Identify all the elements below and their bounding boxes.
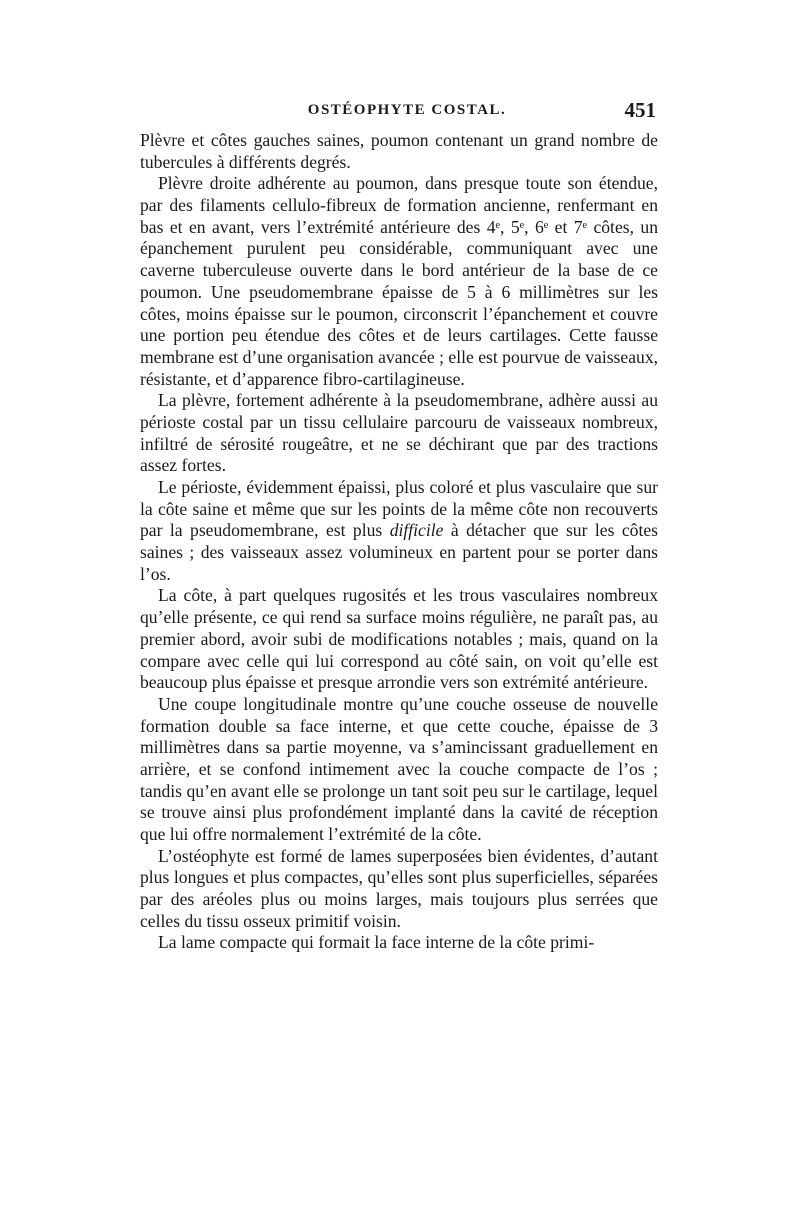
- paragraph-3: La plèvre, fortement adhérente à la pseudomembrane, adhère aussi au périoste costal par un tissu cellulaire parcouru de vaisseaux nombreux, infiltré de sérosité rougeâtre, et ne se déchirant que par des tractions assez fortes.: [140, 390, 658, 476]
- paragraph-4-text-before: Le périoste, évidemment épaissi, plus coloré et plus vasculaire que sur la côte saine et même que sur les points de la même côte non recouverts par la pseudomembrane, est plus: [140, 477, 658, 541]
- paragraph-1: Plèvre et côtes gauches saines, poumon contenant un grand nombre de tubercules à différents degrés.: [140, 130, 658, 172]
- paragraph-4-text-after: à détacher que sur les côtes saines ; des vaisseaux assez volumineux en partent pour se porter dans l’os.: [140, 520, 658, 584]
- running-head: [158, 98, 656, 122]
- paragraph-5: La côte, à part quelques rugosités et les trous vasculaires nombreux qu’elle présente, ce qui rend sa surface moins régulière, ne paraît pas, au premier abord, avoir subi de modifications notables ; mais, quand on la compare avec celle qui lui correspond au côté sain, on voit qu’elle est beaucoup plus épaisse et presque arrondie vers son extrémité antérieure.: [140, 585, 658, 693]
- paragraph-4-emphasis: difficile: [389, 520, 444, 541]
- paragraph-8: La lame compacte qui formait la face interne de la côte primi-: [158, 932, 595, 953]
- paragraph-7: L’ostéophyte est formé de lames superposées bien évidentes, d’autant plus longues et plus compactes, qu’elles sont plus superficielles, séparées par des aréoles plus ou moins larges, mais toujours plus serrées que celles du tissu osseux primitif voisin.: [140, 845, 658, 931]
- paragraph-2: Plèvre droite adhérente au poumon, dans presque toute son étendue, par des filaments cellulo-fibreux de formation ancienne, renfermant en bas et en avant, vers l’extrémité antérieure des 4ᵉ, 5ᵉ, 6ᵉ et 7ᵉ côtes, un épanchement purulent peu considérable, communiquant avec une caverne tuberculeuse ouverte dans le bord antérieur de la base de ce poumon. Une pseudomembrane épaisse de 5 à 6 millimètres sur les côtes, moins épaisse sur le poumon, circonscrit l’épanchement et couvre une portion peu étendue des côtes et de leurs cartilages. Cette fausse membrane est d’une organisation avancée ; elle est pourvue de vaisseaux, résistante, et d’apparence fibro-cartilagineuse.: [140, 173, 659, 389]
- paragraph-6: Une coupe longitudinale montre qu’une couche osseuse de nouvelle formation double sa face interne, et que cette couche, épaisse de 3 millimètres dans sa partie moyenne, va s’amincissant graduellement en arrière, et se confond intimement avec la couche compacte de l’os ; tandis qu’en avant elle se prolonge un tant soit peu sur le cartilage, lequel se trouve ainsi plus profondément implanté dans la cavité de réception que lui offre normalement l’extrémité de la côte.: [140, 693, 658, 844]
- body-text: [140, 130, 658, 954]
- paragraph-4: [140, 477, 658, 585]
- page-number: 451: [624, 98, 656, 122]
- running-title: OSTÉOPHYTE COSTAL.: [307, 102, 507, 118]
